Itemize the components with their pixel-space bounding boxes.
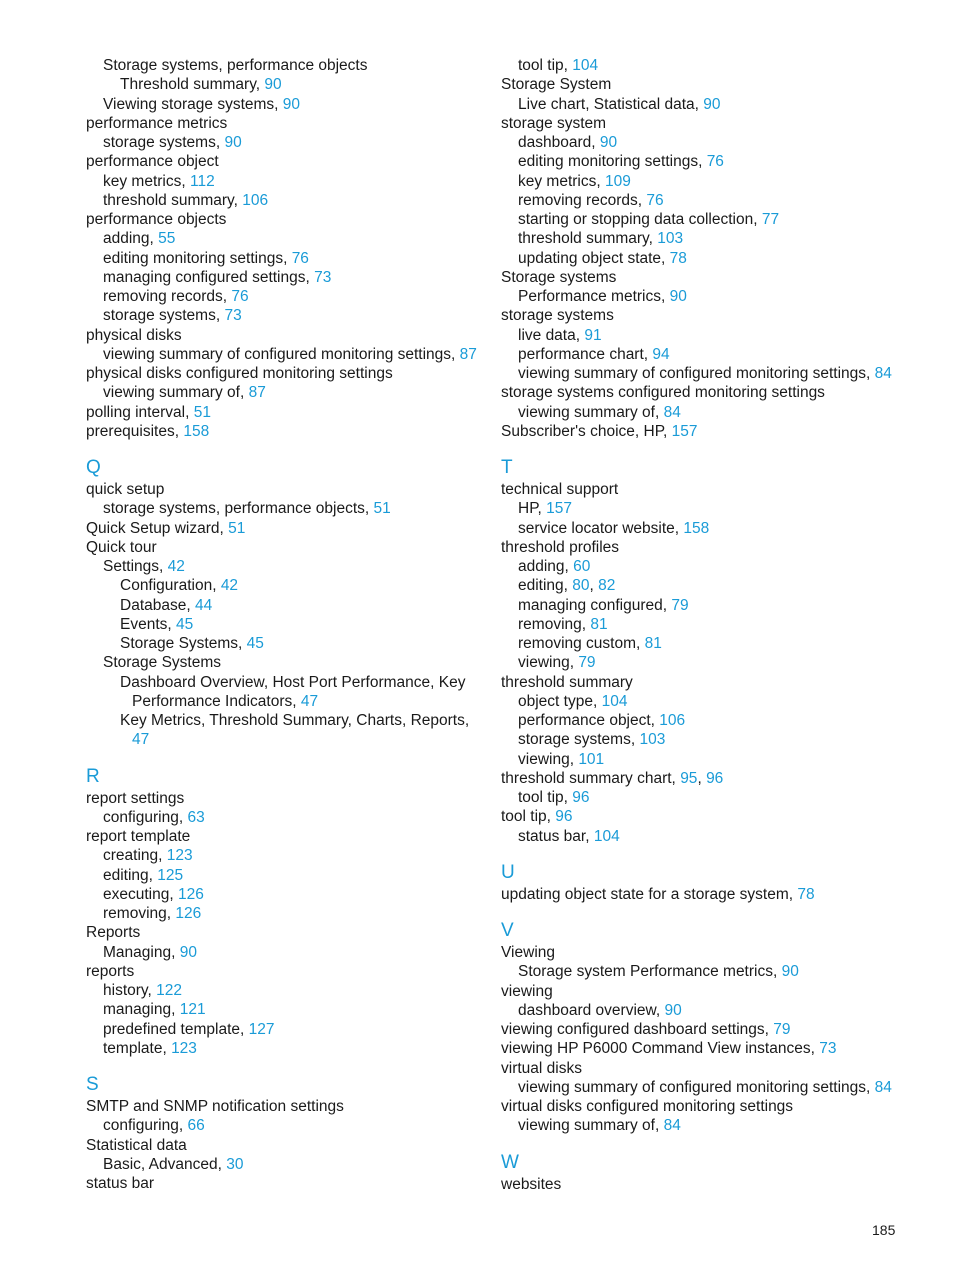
page-link[interactable]: 96: [572, 789, 590, 806]
index-term: adding,: [518, 558, 574, 575]
page-link[interactable]: 76: [706, 153, 724, 171]
page-link[interactable]: 80: [572, 577, 590, 595]
index-term: storage systems configured monitoring settings: [501, 384, 825, 402]
index-term: Viewing storage systems,: [103, 95, 283, 113]
index-column-left: [86, 56, 486, 1193]
index-term: managing configured settings,: [103, 268, 315, 286]
index-term: key metrics,: [518, 172, 605, 190]
index-entry: [501, 210, 901, 229]
page-link[interactable]: 90: [781, 963, 799, 981]
index-entry: [501, 788, 901, 807]
page-link[interactable]: 63: [187, 808, 205, 826]
index-section-letter: U: [501, 861, 515, 883]
index-term: threshold summary: [501, 673, 633, 691]
index-entry: [86, 326, 486, 345]
page-link[interactable]: 106: [659, 712, 686, 729]
page-link[interactable]: 90: [599, 134, 618, 151]
index-term: dashboard,: [518, 134, 600, 151]
page-link[interactable]: 95: [680, 769, 698, 787]
page-link[interactable]: 103: [639, 731, 666, 749]
index-term: physical disks: [86, 326, 182, 344]
index-entry: [501, 962, 901, 981]
index-entry: [86, 576, 486, 595]
index-entry: [501, 1059, 901, 1078]
index-entry: [501, 1175, 901, 1194]
index-term: Dashboard Overview, Host Port Performance, Key: [120, 673, 466, 691]
index-entry: [86, 268, 486, 287]
index-term: threshold summary,: [518, 230, 658, 248]
index-term: websites: [501, 1175, 562, 1193]
index-entry: [501, 692, 901, 711]
page-link[interactable]: 94: [652, 345, 670, 363]
page-link[interactable]: 51: [228, 519, 246, 537]
index-entry: [86, 152, 486, 171]
index-entry: [501, 287, 901, 306]
index-term: performance objects: [86, 211, 227, 228]
page-link[interactable]: 73: [314, 268, 332, 286]
index-term: technical support: [501, 481, 619, 498]
page-link[interactable]: 47: [132, 731, 150, 749]
index-term: history,: [103, 982, 157, 999]
index-term: physical disks configured monitoring settings: [86, 365, 393, 382]
index-entry: [501, 634, 901, 653]
index-entry: [501, 499, 901, 518]
index-entry: [501, 480, 901, 499]
page-link[interactable]: 158: [683, 519, 710, 537]
index-term: configuring,: [103, 808, 188, 826]
index-term: starting or stopping data collection,: [518, 211, 762, 228]
index-entry: [501, 1116, 901, 1135]
index-entry: [501, 1020, 901, 1039]
index-entry: [86, 1000, 486, 1019]
index-term: Managing,: [103, 943, 180, 961]
page-link[interactable]: 79: [578, 654, 596, 672]
page-link[interactable]: 77: [761, 211, 780, 228]
page-link[interactable]: 96: [706, 769, 724, 787]
index-term: performance chart,: [518, 345, 653, 363]
index-term: removing,: [518, 615, 591, 633]
index-term: polling interval,: [86, 403, 194, 421]
index-term: viewing summary of,: [518, 403, 664, 421]
index-entry: [501, 56, 901, 75]
page-link[interactable]: 121: [179, 1001, 206, 1019]
page-link[interactable]: 90: [664, 1001, 682, 1019]
index-entry: [86, 114, 486, 133]
index-term: storage systems,: [103, 134, 225, 151]
index-entry: [501, 673, 901, 692]
page-link[interactable]: 122: [156, 982, 182, 999]
index-entry: [501, 249, 901, 268]
page-link[interactable]: 104: [572, 57, 599, 74]
index-entry: [501, 730, 901, 749]
index-entry: [86, 885, 486, 904]
index-entry: [501, 1097, 901, 1116]
index-term: editing monitoring settings,: [103, 249, 292, 267]
page-link[interactable]: 79: [671, 596, 689, 614]
page-link[interactable]: 103: [657, 230, 684, 248]
page-link[interactable]: 90: [264, 76, 282, 94]
index-term: updating object state for a storage system,: [501, 885, 798, 903]
page-number: 185: [872, 1222, 896, 1238]
index-entry: [501, 133, 901, 152]
page-separator: ,: [589, 577, 599, 595]
page-link[interactable]: 123: [171, 1039, 197, 1057]
page-link[interactable]: 126: [177, 885, 204, 903]
index-term: Quick tour: [86, 538, 157, 556]
index-entry: [501, 519, 901, 538]
index-entry: [501, 982, 901, 1001]
index-term: object type,: [518, 692, 602, 710]
index-term: reports: [86, 962, 135, 980]
index-entry: [501, 557, 901, 576]
index-term: performance object,: [518, 712, 660, 729]
index-term: virtual disks configured monitoring settings: [501, 1098, 794, 1115]
page-link[interactable]: 78: [797, 885, 815, 903]
index-term: live data,: [518, 326, 585, 344]
index-entry: [86, 557, 486, 576]
index-entry: [501, 114, 901, 133]
page-link[interactable]: 45: [246, 635, 264, 652]
index-section-letter: S: [86, 1074, 99, 1095]
index-entry: [86, 1136, 486, 1155]
page-link[interactable]: 47: [300, 692, 319, 710]
page-link[interactable]: 84: [874, 365, 892, 382]
index-entry: [501, 345, 901, 364]
index-entry: [501, 653, 901, 672]
index-term: Threshold summary,: [120, 76, 265, 94]
index-term: managing,: [103, 1001, 180, 1019]
index-section-letter: T: [501, 457, 513, 478]
page-link[interactable]: 158: [183, 422, 210, 440]
page-link[interactable]: 82: [598, 577, 616, 595]
page-link[interactable]: 101: [578, 750, 605, 768]
index-section-letter: W: [501, 1151, 519, 1173]
index-term: performance metrics: [86, 114, 228, 132]
index-term: template,: [103, 1039, 172, 1057]
page-link[interactable]: 79: [773, 1021, 791, 1038]
index-entry: [86, 403, 486, 422]
index-term: Reports: [86, 924, 141, 942]
index-entry: [86, 133, 486, 152]
page-link[interactable]: 45: [176, 615, 194, 633]
page-link[interactable]: 66: [187, 1117, 205, 1135]
index-column-right: [501, 56, 901, 1194]
index-entry: [501, 364, 901, 383]
page-link[interactable]: 106: [242, 191, 269, 209]
index-entry: [501, 538, 901, 557]
index-entry: [86, 383, 486, 402]
index-entry: [501, 596, 901, 615]
index-term: Events,: [120, 615, 176, 633]
index-term: updating object state,: [518, 249, 670, 267]
page-link[interactable]: 51: [193, 403, 211, 421]
index-term: Viewing: [501, 944, 556, 961]
index-term: executing,: [103, 885, 178, 903]
page-link[interactable]: 90: [282, 95, 301, 113]
index-term: Settings,: [103, 558, 168, 575]
index-entry: [501, 75, 901, 94]
index-term: tool tip,: [501, 808, 556, 826]
index-term: tool tip,: [518, 57, 573, 74]
page-link[interactable]: 104: [601, 692, 628, 710]
page-link[interactable]: 84: [663, 403, 681, 421]
index-entry: [86, 538, 486, 557]
index-entry: [501, 943, 901, 962]
index-entry: [86, 846, 486, 865]
index-entry: [501, 383, 901, 402]
index-term: storage system: [501, 114, 607, 132]
index-entry: [86, 229, 486, 248]
index-entry: [86, 943, 486, 962]
index-term: storage systems,: [518, 731, 640, 749]
index-entry: [501, 152, 901, 171]
index-entry: [501, 750, 901, 769]
index-entry: [86, 673, 486, 692]
page-link[interactable]: 76: [291, 249, 309, 267]
index-term: editing,: [103, 866, 158, 884]
index-term: removing records,: [518, 191, 647, 209]
page-link[interactable]: 109: [604, 172, 631, 190]
index-entry: [86, 480, 486, 499]
index-term: quick setup: [86, 481, 165, 498]
index-entry: [86, 519, 486, 538]
index-entry: [501, 576, 901, 595]
page-link[interactable]: 125: [157, 866, 184, 884]
index-entry: [86, 75, 486, 94]
index-entry: [86, 306, 486, 325]
index-term: viewing summary of,: [103, 384, 249, 402]
index-entry: [501, 422, 901, 441]
index-term: report settings: [86, 789, 185, 807]
index-term: SMTP and SNMP notification settings: [86, 1098, 344, 1115]
index-term: Configuration,: [120, 577, 221, 595]
index-entry: [501, 711, 901, 730]
index-entry: [501, 306, 901, 325]
page-link[interactable]: 73: [819, 1040, 837, 1058]
page-link[interactable]: 104: [593, 827, 620, 845]
index-term: Basic, Advanced,: [103, 1155, 227, 1173]
index-entry: [86, 1174, 486, 1193]
index-term: dashboard overview,: [518, 1001, 665, 1019]
index-term: predefined template,: [103, 1020, 249, 1038]
index-term: Storage Systems: [103, 654, 222, 672]
index-entry: [501, 229, 901, 248]
index-entry: [86, 210, 486, 229]
index-entry: [86, 866, 486, 885]
index-term: key metrics,: [103, 172, 190, 190]
page-link[interactable]: 123: [166, 847, 193, 865]
page-link[interactable]: 81: [644, 635, 662, 652]
page-link[interactable]: 30: [226, 1155, 244, 1173]
page-link[interactable]: 91: [584, 326, 602, 344]
index-term: viewing HP P6000 Command View instances,: [501, 1040, 820, 1058]
index-section-letter: R: [86, 765, 100, 787]
page-link[interactable]: 90: [179, 943, 197, 961]
page-link[interactable]: 84: [874, 1078, 892, 1096]
index-entry: [501, 769, 901, 788]
index-term: removing custom,: [518, 635, 645, 652]
index-term: Storage System: [501, 76, 612, 94]
page-link[interactable]: 73: [224, 307, 242, 325]
index-term: service locator website,: [518, 519, 684, 537]
index-entry: [86, 808, 486, 827]
page-link[interactable]: 157: [546, 500, 573, 518]
index-entry: [86, 827, 486, 846]
index-entry: [86, 692, 486, 711]
index-term: viewing summary of configured monitoring settings,: [518, 365, 875, 382]
page-link[interactable]: 126: [175, 905, 202, 922]
index-term: threshold summary,: [103, 191, 243, 209]
index-entry: [501, 827, 901, 846]
index-entry: [86, 56, 486, 75]
index-entry: [86, 172, 486, 191]
index-term: Statistical data: [86, 1136, 187, 1154]
index-term: storage systems: [501, 307, 614, 325]
index-term: editing monitoring settings,: [518, 153, 707, 171]
page-link[interactable]: 60: [573, 558, 591, 575]
index-term: virtual disks: [501, 1059, 582, 1077]
index-entry: [501, 268, 901, 287]
index-entry: [501, 885, 901, 904]
page-link[interactable]: 127: [248, 1020, 275, 1038]
index-entry: [86, 711, 486, 730]
index-term: status bar: [86, 1175, 155, 1192]
index-entry: [86, 287, 486, 306]
page-link[interactable]: 55: [158, 230, 176, 248]
index-term: adding,: [103, 230, 159, 248]
index-entry: [86, 95, 486, 114]
index-term: Storage systems: [501, 268, 617, 286]
index-term: Storage system Performance metrics,: [518, 963, 782, 981]
index-entry: [501, 1039, 901, 1058]
page-separator: ,: [697, 769, 707, 787]
index-term: HP,: [518, 500, 547, 518]
index-term: creating,: [103, 847, 167, 865]
index-entry: [86, 499, 486, 518]
page-link[interactable]: 87: [459, 345, 477, 363]
index-term: Storage systems, performance objects: [103, 57, 368, 74]
index-entry: [86, 364, 486, 383]
index-entry: [86, 1116, 486, 1135]
index-entry: [501, 807, 901, 826]
index-entry: [501, 1078, 901, 1097]
index-term: editing,: [518, 577, 573, 595]
index-entry: [501, 1001, 901, 1020]
index-term: Storage Systems,: [120, 635, 247, 652]
index-entry: [86, 962, 486, 981]
index-term: viewing summary of,: [518, 1117, 664, 1135]
index-entry: [86, 730, 486, 749]
index-term: Live chart, Statistical data,: [518, 95, 704, 113]
index-term: removing records,: [103, 288, 232, 305]
page-link[interactable]: 81: [590, 615, 608, 633]
page-link[interactable]: 76: [231, 288, 249, 305]
page-link[interactable]: 90: [669, 288, 687, 305]
index-entry: [86, 904, 486, 923]
index-term: Key Metrics, Threshold Summary, Charts, Reports,: [120, 712, 470, 729]
index-entry: [86, 653, 486, 672]
index-entry: [501, 172, 901, 191]
page-link[interactable]: 112: [189, 172, 215, 190]
index-term: viewing configured dashboard settings,: [501, 1021, 774, 1038]
page-link[interactable]: 90: [703, 95, 721, 113]
index-entry: [86, 1155, 486, 1174]
index-entry: [501, 191, 901, 210]
index-term: performance object: [86, 153, 219, 171]
index-entry: [86, 345, 486, 364]
index-term: managing configured,: [518, 596, 672, 614]
index-term: viewing,: [518, 750, 579, 768]
index-entry: [86, 1097, 486, 1116]
page-link[interactable]: 42: [220, 577, 239, 595]
index-term: storage systems,: [103, 307, 225, 325]
index-entry: [86, 191, 486, 210]
page-link[interactable]: 76: [646, 191, 664, 209]
index-term: Quick Setup wizard,: [86, 519, 229, 537]
index-term: viewing,: [518, 654, 579, 672]
index-term: threshold profiles: [501, 538, 620, 556]
index-entry: [86, 923, 486, 942]
index-section-letter: V: [501, 920, 514, 941]
page-link[interactable]: 42: [167, 558, 185, 575]
index-term: report template: [86, 828, 191, 845]
index-section-letter: Q: [86, 457, 101, 478]
index-term: status bar,: [518, 827, 594, 845]
index-term: threshold summary chart,: [501, 769, 681, 787]
index-term: viewing: [501, 982, 553, 1000]
page-link[interactable]: 90: [224, 134, 242, 151]
page-link[interactable]: 96: [555, 808, 573, 826]
index-term: Subscriber's choice, HP,: [501, 422, 672, 440]
index-term: Performance metrics,: [518, 288, 670, 305]
index-term: viewing summary of configured monitoring settings,: [518, 1078, 875, 1096]
page-link[interactable]: 87: [248, 384, 266, 402]
index-entry: [86, 422, 486, 441]
page-link[interactable]: 78: [669, 249, 687, 267]
index-entry: [86, 789, 486, 808]
page-link[interactable]: 51: [373, 500, 391, 518]
index-term: Database,: [120, 596, 195, 614]
index-entry: [501, 95, 901, 114]
page-link[interactable]: 44: [194, 596, 213, 614]
index-term: configuring,: [103, 1117, 188, 1135]
index-term: prerequisites,: [86, 422, 184, 440]
index-entry: [501, 326, 901, 345]
index-entry: [86, 249, 486, 268]
index-term: storage systems, performance objects,: [103, 500, 374, 518]
index-entry: [501, 615, 901, 634]
index-term: tool tip,: [518, 789, 573, 806]
page-link[interactable]: 157: [671, 422, 698, 440]
index-entry: [86, 634, 486, 653]
index-entry: [86, 596, 486, 615]
index-term: Performance Indicators,: [132, 692, 301, 710]
page-link[interactable]: 84: [663, 1117, 681, 1135]
index-entry: [86, 615, 486, 634]
index-entry: [86, 1020, 486, 1039]
index-entry: [86, 1039, 486, 1058]
index-entry: [86, 981, 486, 1000]
index-term: viewing summary of configured monitoring settings,: [103, 345, 460, 363]
index-entry: [501, 403, 901, 422]
index-term: removing,: [103, 905, 176, 922]
